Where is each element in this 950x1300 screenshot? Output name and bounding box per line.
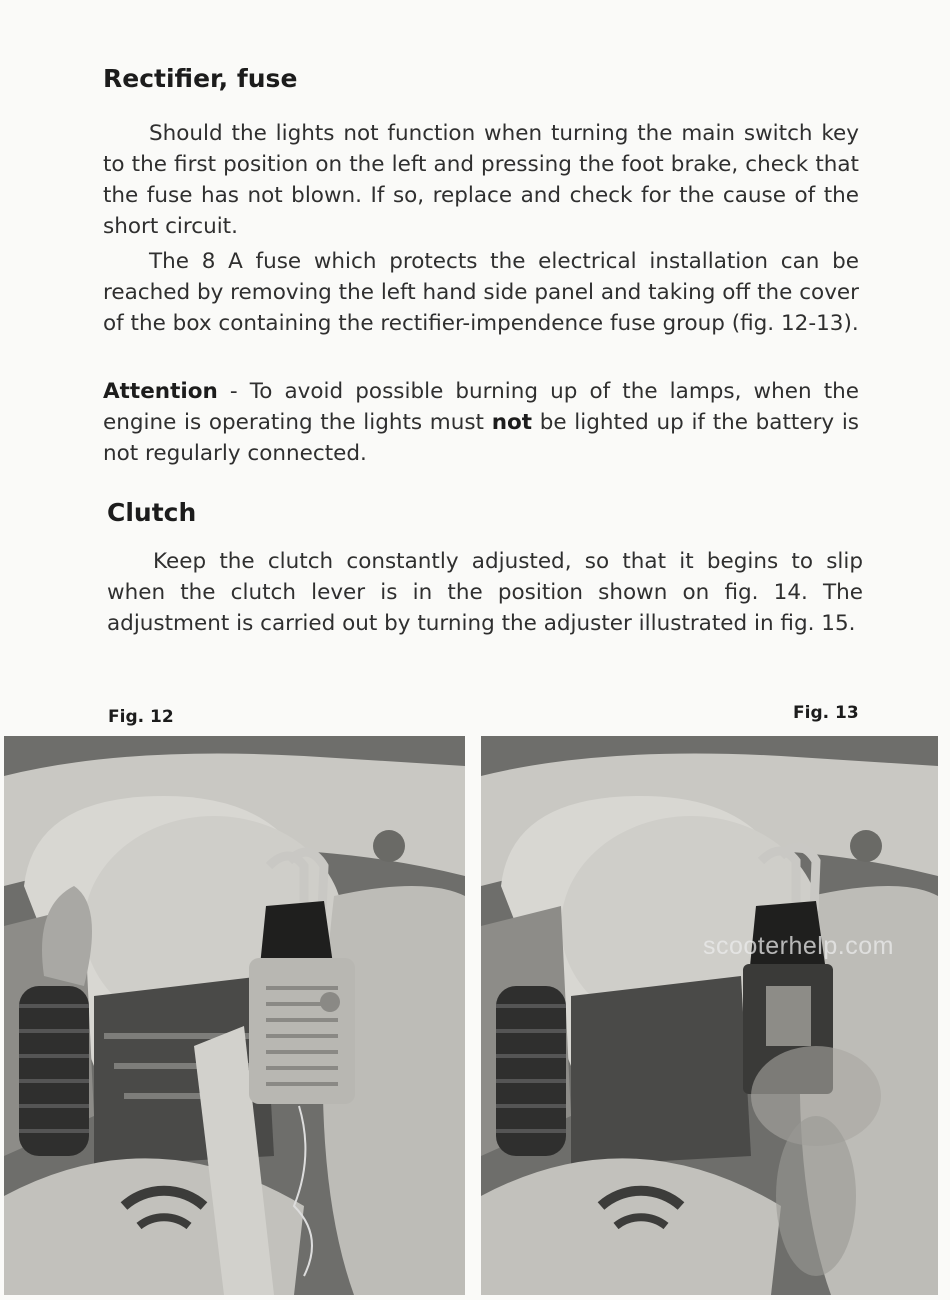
fig12-illustration <box>4 736 465 1295</box>
rectifier-fuse-heading: Rectifier, fuse <box>103 64 298 93</box>
fig13-illustration <box>481 736 938 1295</box>
clutch-heading: Clutch <box>107 498 197 527</box>
attention-paragraph <box>103 376 859 469</box>
rectifier-paragraph-1-text: Should the lights not function when turning the main switch key to the first position on the left and pressing the foot brake, check that the fuse has not blown. If so, replace and check for the cause of the short circuit. <box>103 121 859 239</box>
fig12-label: Fig. 12 <box>108 707 174 727</box>
clutch-paragraph-text: Keep the clutch constantly adjusted, so that it begins to slip when the clutch lever is in the position shown on fig. 14. The adjustment is carried out by turning the adjuster illustrated in fig. 15. <box>107 549 863 636</box>
attention-text-after: be lighted up if the battery is not regularly connected. <box>103 410 859 466</box>
fig13-photo <box>481 736 938 1295</box>
rectifier-paragraph-2-text: The 8 A fuse which protects the electrical installation can be reached by removing the left hand side panel and taking off the cover of the box containing the rectifier-impendence fuse group (fig. 12-13). <box>103 249 859 336</box>
fig12-photo <box>4 736 465 1295</box>
rectifier-paragraph-1 <box>103 118 859 242</box>
fig13-label: Fig. 13 <box>793 703 859 723</box>
clutch-paragraph <box>107 546 863 639</box>
attention-label: Attention <box>103 379 218 404</box>
attention-bold-not: not <box>491 410 533 435</box>
scooterhelp-watermark: scooterhelp.com <box>703 932 894 960</box>
rectifier-paragraph-2 <box>103 246 859 339</box>
attention-text-before: - To avoid possible burning up of the lamps, when the engine is operating the lights must <box>103 379 859 435</box>
